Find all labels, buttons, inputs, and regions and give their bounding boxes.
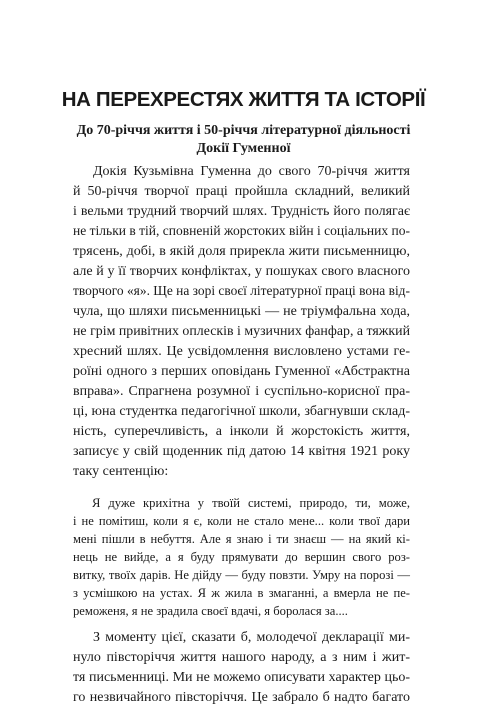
text-line: вправа». Спрагнена розумної і суспільно-корисної пра- xyxy=(73,384,410,399)
text-line: хресний шлях. Це усвідомлення висловлено устами ге- xyxy=(73,344,410,359)
text-line: ність, суперечливість, а інколи й жорстокість життя, xyxy=(73,424,410,439)
quote-line: і не помітиш, коли я є, коли не стало мене... коли твої дари xyxy=(73,514,410,528)
text-line: го незвичайного півсторіччя. Це забрало б надто багато xyxy=(73,690,410,705)
quote-line: нець не вийде, а я буду прямувати до вершин свого роз- xyxy=(73,550,410,564)
text-line: тя письменниці. Ми не можемо описувати характер цьо- xyxy=(73,670,410,685)
quote-line: мені пішли в небуття. Але я знаю і ти знаєш — на який кі- xyxy=(73,532,410,546)
quote-line: реможеня, я не зрадила своєї вдачі, я боролася за.... xyxy=(73,604,348,618)
subtitle-line: До 70-річчя життя і 50-річчя літературної діяльності xyxy=(76,123,411,138)
text-line: таку сентенцію: xyxy=(73,464,169,479)
text-line: творчого «я». Ще на зорі своєї літературної праці вона від- xyxy=(73,284,410,299)
quote-line: з усмішкою на устах. Я ж жила в змаганні, а вмерла не пе- xyxy=(73,586,410,600)
text-line: роїні одного з перших оповідань Гуменної «Абстрактна xyxy=(73,364,410,379)
quote-line: витку, твоїх дарів. Не дійду — буду повзти. Умру на порозі — xyxy=(73,568,410,582)
text-line: трясень, добі, в якій доля прирекла жити письменницю, xyxy=(73,244,410,259)
text-line: ці, юна студентка педагогічної школи, збагнувши склад- xyxy=(73,404,410,419)
text-line: не грім привітних оплесків і музичних фанфар, а тяжкий xyxy=(73,324,410,339)
text-line: записує у свій щоденник під датою 14 квітня 1921 року xyxy=(73,444,410,459)
text-line: але й у її творчих конфліктах, у пошуках свого власного xyxy=(73,264,410,279)
text-line: З моменту цієї, сказати б, молодечої декларації ми- xyxy=(93,630,410,645)
text-line: нуло півсторіччя життя нашого народу, а з ним і жит- xyxy=(73,650,410,665)
text-line: і вельми трудний творчий шлях. Трудність його полягає xyxy=(73,204,410,219)
text-line: й 50-річчя творчої праці пройшла складний, великий xyxy=(73,184,410,199)
text-line: Докія Кузьмівна Гуменна до свого 70-річчя життя xyxy=(93,164,410,179)
subtitle-line: Докії Гуменної xyxy=(196,141,291,156)
article-subtitle xyxy=(40,122,447,158)
article-title: НА ПЕРЕХРЕСТЯХ ЖИТТЯ ТА ІСТОРІЇ xyxy=(61,88,426,111)
text-line: не тільки в тій, сповненій жорстоких війн і соціальних по- xyxy=(73,224,410,239)
quote-line: Я дуже крихітна у твоїй системі, природо, ти, може, xyxy=(92,496,410,510)
text-line: чула, що шляхи письменницькі — не тріумфальна хода, xyxy=(73,304,410,319)
